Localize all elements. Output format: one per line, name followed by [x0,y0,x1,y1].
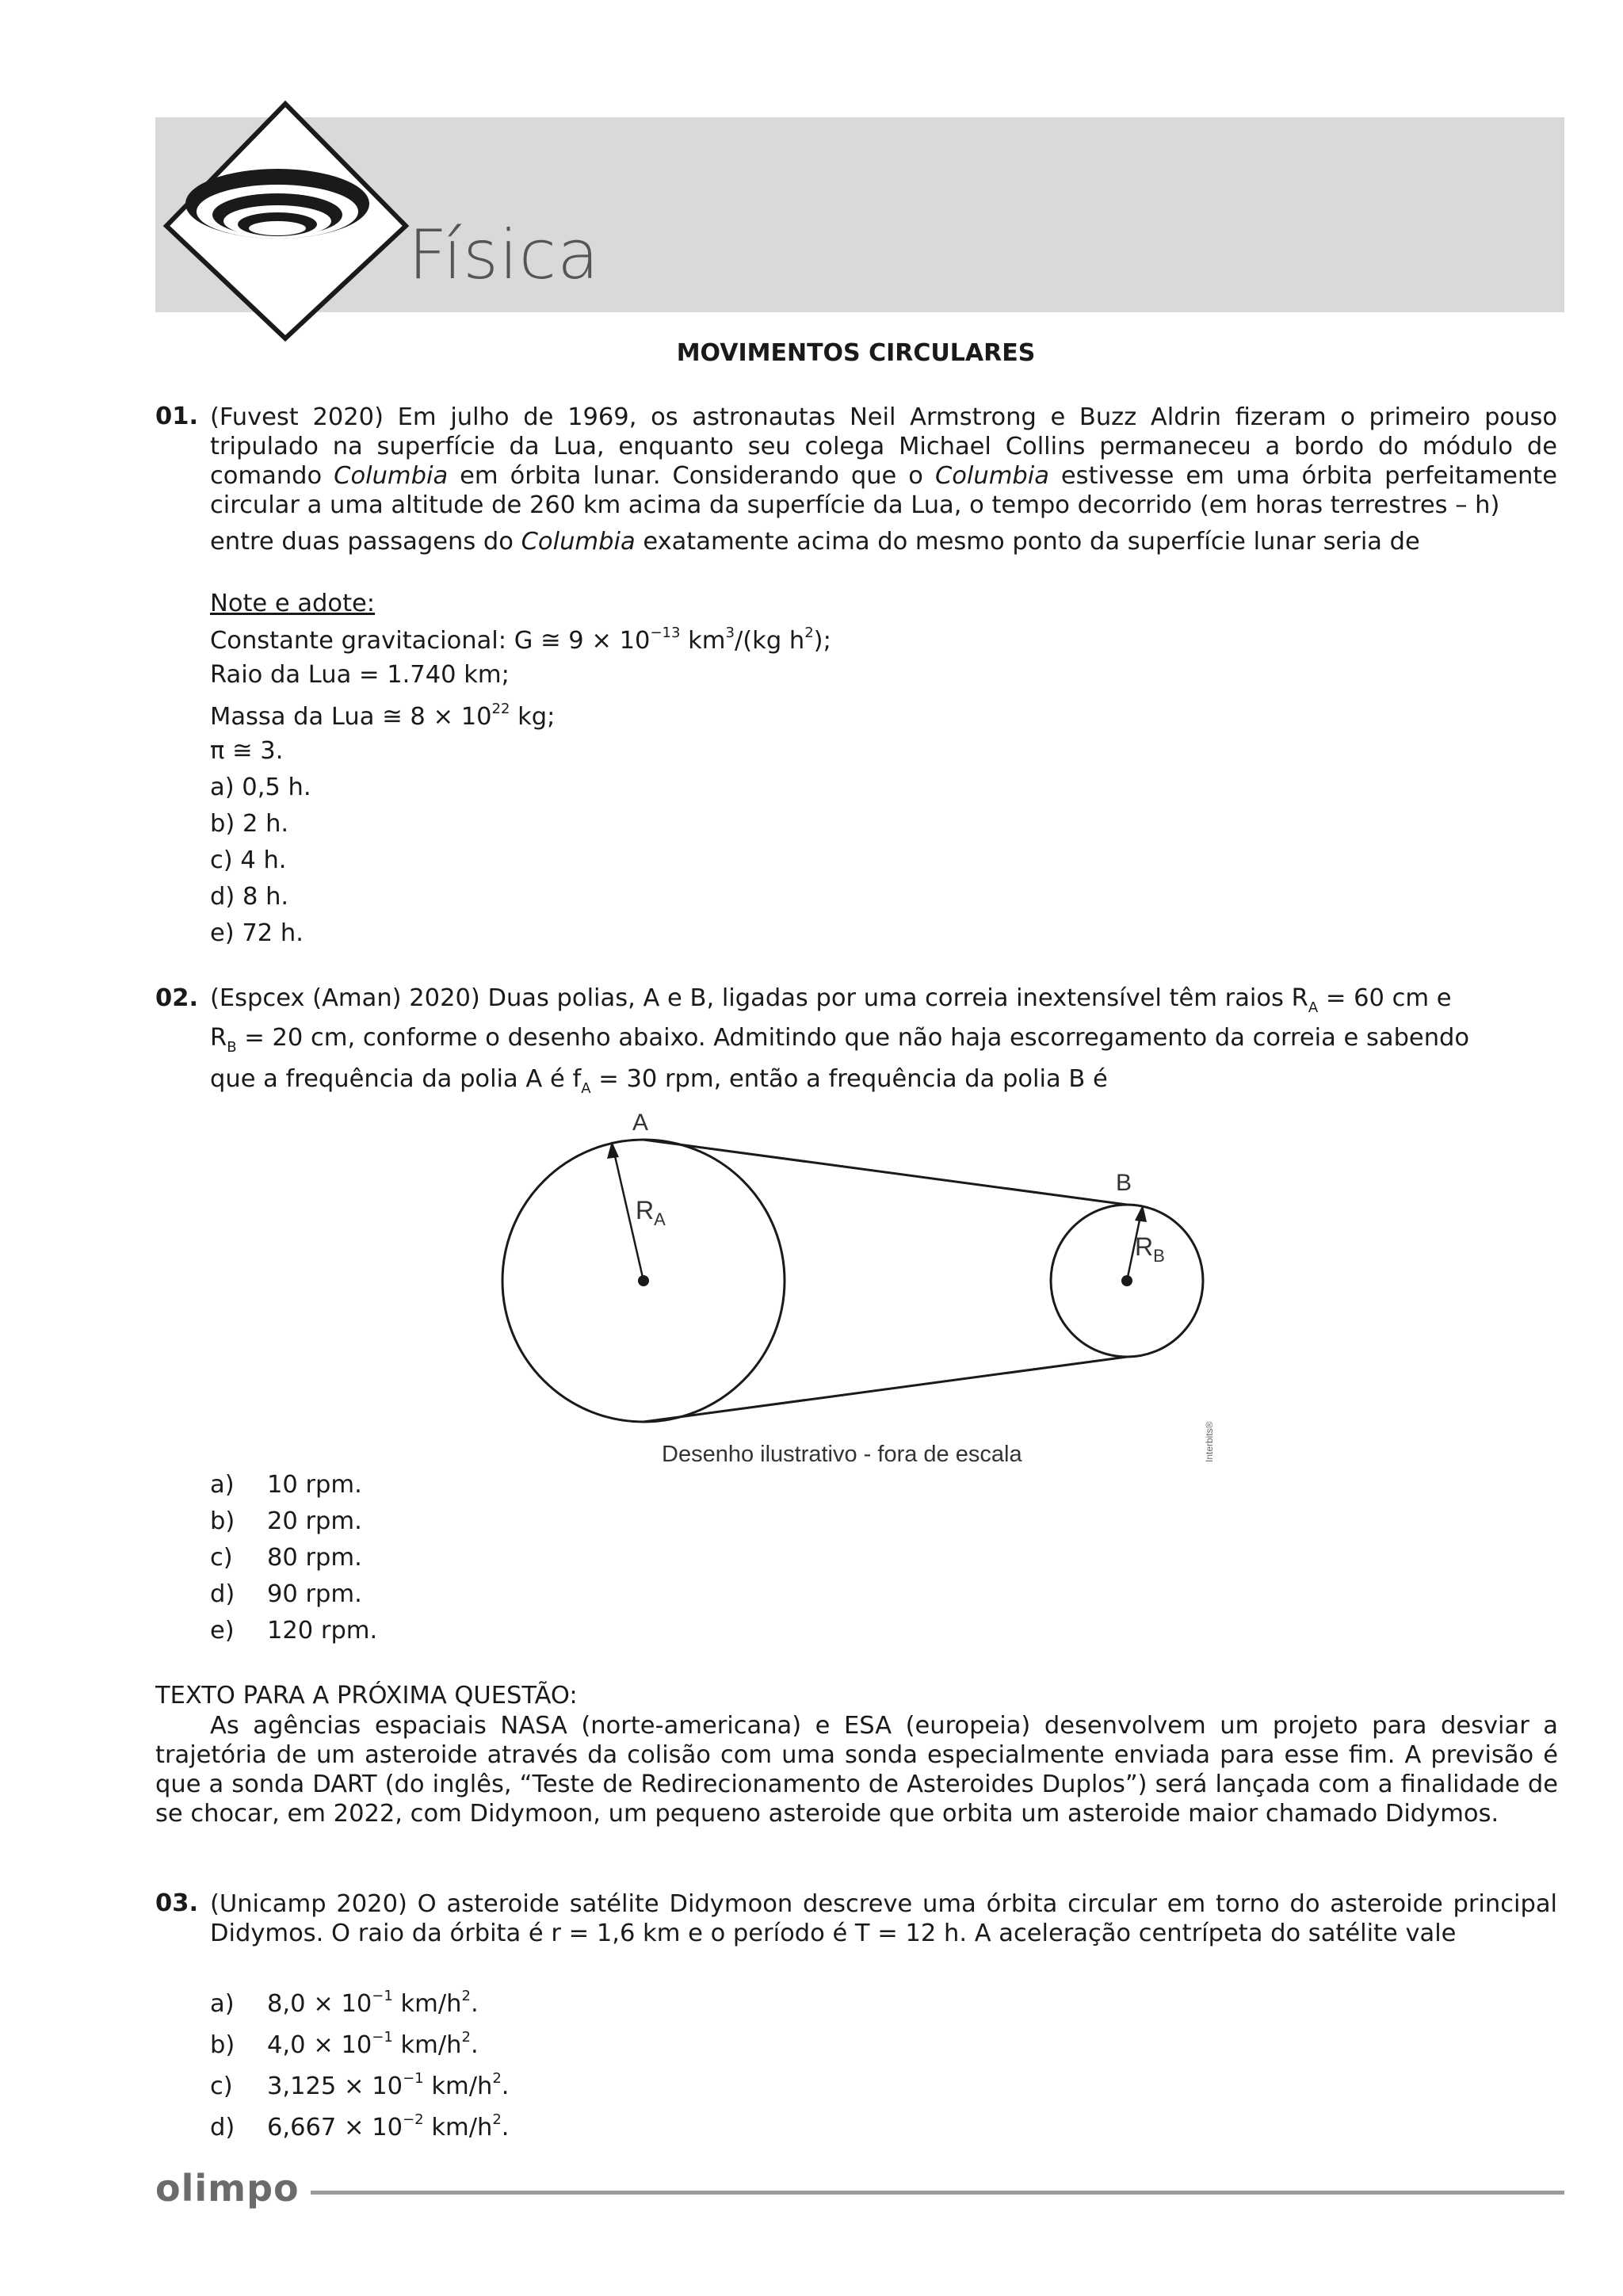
question-2-line-1: (Espcex (Aman) 2020) Duas polias, A e B, ligadas por uma correia inextensível têm raios $R_A = 60$ cm e [210,984,1452,1016]
question-number: 03. [155,1889,199,1917]
label-a: A [632,1110,649,1136]
question-3-alternatives [210,1988,509,2153]
belt-top [643,1140,1127,1205]
moon-radius: Raio da Lua = 1.740 km; [210,661,510,689]
label-ra: $R_A$ [636,1196,666,1229]
moon-mass: Massa da Lua ≅ $8 \times 10^{22}$ kg; [210,701,556,731]
question-number: 01. [155,403,199,430]
alternative[interactable]: d) $6,667 \times 10^{-2}$ $km/h^2$. [210,2111,510,2141]
alternative[interactable]: b) 2 h. [210,810,289,838]
pulley-diagram [475,1102,1236,1474]
alternative[interactable]: e) 120 rpm. [210,1617,378,1645]
alternative[interactable]: d) 8 h. [210,883,289,911]
label-rb: $R_B$ [1135,1232,1165,1266]
alternative[interactable]: c) 80 rpm. [210,1544,362,1572]
alternative[interactable]: b) $4,0 \times 10^{-1}$ $km/h^2$. [210,2029,479,2059]
belt-bottom [643,1357,1127,1422]
gravitational-constant: Constante gravitacional: G ≅ $9 \times 10^{-13}$ $km^3/(kg$ $h^2$); [210,625,831,655]
note-title: Note e adote: [210,590,376,617]
alternative[interactable]: a) 10 rpm. [210,1471,362,1499]
footer-brand: olimpo [155,2167,300,2210]
pi-value: π ≅ 3. [210,737,284,765]
label-b: B [1116,1170,1132,1196]
alternative[interactable]: a) $8,0 \times 10^{-1}$ $km/h^2$. [210,1988,479,2018]
alternative[interactable]: b) 20 rpm. [210,1507,362,1535]
alternative[interactable]: a) 0,5 h. [210,774,311,801]
page-title: MOVIMENTOS CIRCULARES [676,339,1036,367]
alternative[interactable]: e) 72 h. [210,919,304,947]
alternative[interactable]: c) 4 h. [210,846,287,874]
question-2-alternatives [210,1471,377,1653]
question-1-text-end: entre duas passagens do Columbia exatamente acima do mesmo ponto da superfície lunar seria de [210,528,1420,556]
subject-title: Física [408,216,600,295]
question-number: 02. [155,984,199,1012]
text-body: As agências espaciais NASA (norte-americana) e ESA (europeia) desenvolvem um projeto para desviar a trajetória de um asteroide através da colisão com uma sonda especialmente enviada para esse fim. A previsão é que a sonda DART (do inglês, “Teste de Redirecionamento de Asteroides Duplos”) será lançada com a finalidade de se chocar, em 2022, com Didymoon, um pequeno asteroide que orbita um asteroide maior chamado Didymos. [155,1712,1558,1828]
question-3-text: (Unicamp 2020) O asteroide satélite Didymoon descreve uma órbita circular em torno do asteroide principal Didymos. O raio da órbita é r = 1,6 km e o período é T = 12 h. A aceleração centrípeta do satélite vale [210,1890,1557,1947]
alternative[interactable]: d) 90 rpm. [210,1580,362,1608]
text-heading: TEXTO PARA A PRÓXIMA QUESTÃO: [155,1682,578,1710]
alternative[interactable]: c) $3,125 \times 10^{-1}$ $km/h^2$. [210,2070,510,2100]
figure-credit: Interbits® [1204,1421,1215,1462]
question-1-alternatives [210,774,311,956]
figure-caption: Desenho ilustrativo - fora de escala [662,1442,1022,1467]
question-2-line-2: $R_B = 20$ cm, conforme o desenho abaixo. Admitindo que não haja escorregamento da correia e sabendo [210,1024,1470,1056]
logo-icon [158,99,412,345]
question-1-text: (Fuvest 2020) Em julho de 1969, os astronautas Neil Armstrong e Buzz Aldrin fizeram o primeiro pouso tripulado na superfície da Lua, enquanto seu colega Michael Collins permaneceu a bordo do módulo de comando Columbia em órbita lunar. Considerando que o Columbia estivesse em uma órbita perfeitamente circular a uma altitude de 260 km acima da superfície da Lua, o tempo decorrido (em horas terrestres – h) [210,403,1557,519]
footer-rule [311,2191,1564,2195]
question-2-line-3: que a frequência da polia A é $f_A = 30$ rpm, então a frequência da polia B é [210,1065,1108,1097]
